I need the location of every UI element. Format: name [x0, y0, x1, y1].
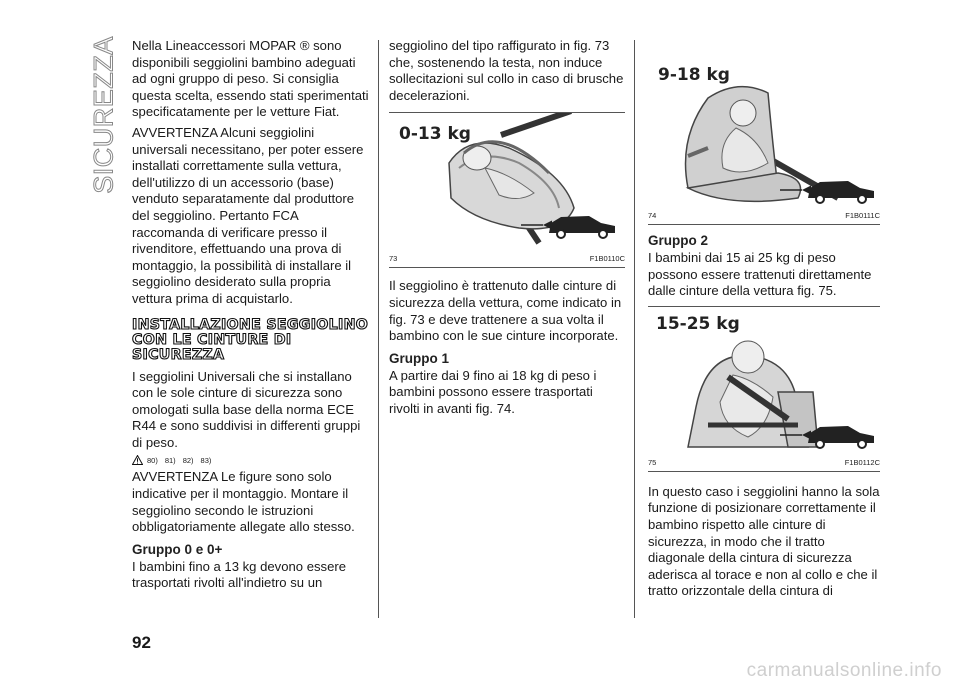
section-title	[84, 36, 124, 194]
paragraph-gruppo-1: A partire dai 9 fino ai 18 kg di peso i bambini possono essere trasportati rivolti in avanti fig. 74.	[389, 367, 597, 416]
figure-code: F1B0110C	[589, 254, 625, 264]
figure-weight-label: 0-13 kg	[399, 124, 471, 145]
figure-weight-label: 15-25 kg	[656, 313, 740, 334]
paragraph-cinture: Il seggiolino è trattenuto dalle cinture di sicurezza della vettura, come indicato in fig. 73 e deve trattenere a sua volta il bambino con le sue cinture incorporate.	[389, 278, 622, 344]
column-1	[132, 38, 372, 596]
warning-ref[interactable]: 81)	[164, 455, 176, 465]
figure-73	[389, 113, 625, 263]
warning-references	[132, 455, 372, 465]
child-seat-9-18-illustration	[648, 38, 880, 210]
section-heading: INSTALLAZIONE SEGGIOLINO CON LE CINTURE DI SICUREZZA	[132, 316, 369, 363]
warning-ref[interactable]: 80)	[147, 455, 158, 465]
figure-number: 73	[389, 254, 398, 264]
figure-code: F1B0111C	[845, 211, 880, 220]
child-seat-15-25-illustration	[648, 307, 880, 457]
figure-bottom-rule	[389, 267, 625, 268]
warning-ref[interactable]: 83)	[200, 455, 212, 465]
paragraph-seggiolino-tipo: seggiolino del tipo raffigurato in fig. 73 che, sostenendo la testa, non induce sollecitazioni sul collo in caso di brusche decelerazioni.	[389, 38, 624, 103]
figure-code: F1B0112C	[844, 457, 880, 467]
figure-number: 75	[648, 457, 657, 467]
footer-watermark: carmanualsonline.info	[746, 660, 942, 681]
paragraph-funzione: In questo caso i seggiolini hanno la sola funzione di posizionare correttamente il bambino rispetto alle cinture di sicurezza, in modo che il tratto diagonale della cintura di sicurezza aderisca al torace e non al collo e che il tratto orizzontale della cintura di	[648, 483, 880, 599]
page-number: 92	[132, 633, 151, 652]
column-3	[648, 38, 880, 604]
subheading-gruppo-0: Gruppo 0 e 0+	[132, 541, 223, 557]
paragraph-gruppo-2: I bambini dai 15 ai 25 kg di peso possono essere trattenuti direttamente dalle cinture della vettura fig. 75.	[648, 250, 872, 299]
paragraph-avvertenza-2: AVVERTENZA Le figure sono solo indicative per il montaggio. Montare il seggiolino secondo le istruzioni obbligatoriamente allegate allo stesso.	[132, 469, 355, 535]
column-divider-1	[378, 40, 379, 618]
paragraph-avvertenza-1: AVVERTENZA Alcuni seggiolini universali necessitano, per poter essere installati correttamente sulla vettura, dell'utilizzo di un accessorio (base) venduto separatamente dal produttore del seggiolino. Pertanto FCA raccomanda di verificare presso il rivenditore, effettuando una prova di montaggio, la possibilità di installare il seggiolino desiderato sulla propria vettura prima di acquistarlo.	[132, 124, 364, 306]
subheading-gruppo-1: Gruppo 1	[389, 350, 449, 366]
subheading-gruppo-2: Gruppo 2	[648, 233, 708, 248]
figure-number: 74	[648, 211, 657, 220]
figure-rule	[648, 224, 880, 225]
section-title-text: SICUREZZA	[88, 36, 119, 194]
figure-75	[648, 307, 880, 467]
figure-bottom-rule	[648, 471, 880, 472]
paragraph-universali: I seggiolini Universali che si installano con le sole cinture di sicurezza sono omologati sulla base della norma ECE R44 e sono suddivisi in differenti gruppi di peso.	[132, 368, 361, 450]
column-2	[389, 38, 625, 422]
warning-triangle-icon	[132, 455, 143, 465]
warning-ref[interactable]: 82)	[182, 455, 194, 465]
paragraph-gruppo-0: I bambini fino a 13 kg devono essere trasportati rivolti all'indietro su un	[132, 558, 347, 591]
figure-weight-label: 9-18 kg	[658, 65, 730, 85]
figure-74	[648, 38, 880, 220]
paragraph-mopar: Nella Lineaccessori MOPAR ® sono disponibili seggiolini bambino adeguati ad ogni gruppo di peso. Si consiglia questa scelta, essendo stati sperimentati specificatamente per le vetture Fiat.	[132, 38, 369, 120]
child-seat-0-13-illustration	[389, 113, 625, 253]
column-divider-2	[634, 40, 635, 618]
